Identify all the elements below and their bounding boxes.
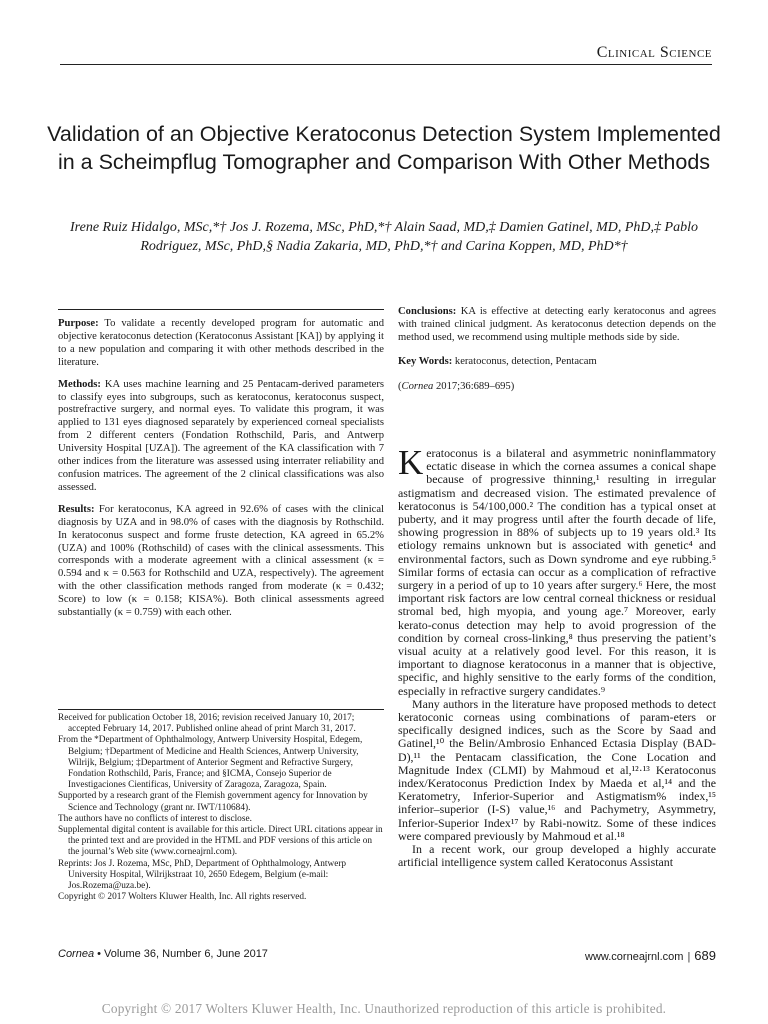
body-paragraph-1-text: eratoconus is a bilateral and asymmetric noninflammatory ectatic disease in which the cornea assumes a conical shape because of progressive thinning,¹ resulting in irregular astigmatism and decreased vision. The estimated prevalence of keratoconus is 54/100,000.² The condition has a typical onset at puberty, and it may progress until after the fourth decade of life, showing progression in 88% of subjects up to 19 years old.³ Its etiology remains unknown but is associated with genetic⁴ and environmental factors, such as Down syndrome and eye rubbing.⁵ Similar forms of ectasia can occur as a complication of refractive surgery in a period of up to 10 years after surgery.⁶ Here, the most important risk factors are low central corneal thickness or residual stromal bed, high myopia, and young age.⁷ Moreover, early kerato-conus detection may help to avoid progression of the condition by corneal cross-linking,⁸ thus preserving the patient’s visual acuity at a relatively good level. For this reason, it is important to diagnose keratoconus in a manner that is objective, specific, and highly sensitive to the early forms of the condition, especially in refractive surgery candidates.⁹ (398, 446, 716, 698)
footnote-received: Received for publication October 18, 2016; revision received January 10, 2017; accepted February 14, 2017. Published online ahead of print March 31, 2017. (58, 713, 356, 735)
keywords (398, 355, 716, 368)
abstract-conclusions (398, 306, 716, 345)
body-paragraph-3: In a recent work, our group developed a highly accurate artificial intelligence system called Keratoconus Assistant (398, 842, 716, 870)
footer-right (585, 948, 716, 963)
section-heading: Clinical Science (596, 44, 712, 61)
body-paragraph-2: Many authors in the literature have proposed methods to detect keratoconic corneas using combinations of param-eters or specifically designed indices, such as the Score by Saad and Gatinel,¹⁰ the Belin/Ambrosio Enhanced Ectasia Display (BAD-D),¹¹ the Pentacam classification, the Cone Location and Magnitude Index (CLMI) by Mahmoud et al,¹²·¹³ Keratoconus index/Keratoconus Prediction Index by Maeda et al,¹⁴ and the Keratometry, Inferior-Superior and Astigmatism% index,¹⁵ inferior–superior (I-S) value,¹⁶ and Pachymetry, Asymmetry, Inferior-Superior Index¹⁷ by Rabi-nowitz. Some of these indices were compared previously by Mahmoud et al.¹⁸ (398, 696, 716, 843)
header-rule (60, 64, 712, 65)
copyright-notice: Copyright © 2017 Wolters Kluwer Health, Inc. Unauthorized reproduction of this article is prohibited. (101, 1001, 667, 1016)
body-text (398, 443, 716, 870)
footnote-reprints: Reprints: Jos J. Rozema, MSc, PhD, Department of Ophthalmology, Antwerp University Hospital, Wilrijkstraat 10, 2650 Edegem, Belgium (e-mail: Jos.Rozema@uza.be). (58, 858, 347, 892)
conclusions-label: Conclusions: (398, 306, 457, 317)
footnote-affiliations: From the *Department of Ophthalmology, Antwerp University Hospital, Edegem, Belgium; †Department of Medicine and Health Sciences, Antwerp University, Wilrijk, Belgium; ‡Department of Anterior Segment and Refractive Surgery, Fondation Rothschild, Paris, France; and §ICMA, Consejo Superior de Investigaciones Cientificas, University of Zaragoza, Zaragoza, Spain. (58, 735, 363, 791)
footnote-supplemental: Supplemental digital content is available for this article. Direct URL citations appear in the printed text and are provided in the HTML and PDF versions of this article on the journal’s Web site (www.corneajrnl.com). (58, 825, 383, 858)
purpose-text: To validate a recently developed program for automatic and objective keratoconus detection (Keratoconus Assistant [KA]) by applying it to a new population and comparing it with other methods described in the literature. (58, 318, 384, 368)
methods-label: Methods: (58, 378, 101, 390)
page-number: 689 (694, 948, 716, 963)
footer-journal: Cornea (58, 948, 95, 960)
results-label: Results: (58, 503, 95, 515)
keywords-label: Key Words: (398, 355, 453, 367)
abstract-purpose (58, 318, 384, 370)
citation-open: ( (398, 380, 402, 392)
citation-details: 2017;36:689–695) (435, 380, 515, 392)
article-title: Validation of an Objective Keratoconus Detection System Implemented in a Scheimpflug Tomographer and Comparison With Other Methods (47, 122, 721, 174)
citation (398, 380, 716, 393)
author-list: Irene Ruiz Hidalgo, MSc,*† Jos J. Rozema, MSc, PhD,*† Alain Saad, MD,‡ Damien Gatinel, MD, PhD,‡ Pablo Rodriguez, MSc, PhD,§ Nadia Zakaria, MD, PhD,*† and Carina Koppen, MD, PhD*† (70, 220, 698, 254)
citation-journal: Cornea (401, 380, 434, 392)
methods-text: KA uses machine learning and 25 Pentacam-derived parameters to classify eyes into subgroups, such as keratoconus, keratoconus suspect, postrefractive surgery, and normal eyes. To validate this program, it was applied to 131 eyes diagnosed separately by experienced corneal specialists from 2 different centers (Fondation Rothschild, Paris, and Antwerp University Hospital [UZA]). The agreement of the KA classification with 7 other indices from the literature was assessed using interrater reliability and confusion matrices. The agreement of the 2 clinical classifications was also assessed. (58, 378, 385, 493)
conclusions-text: KA is effective at detecting early keratoconus and agrees with trained clinical judgment. As keratoconus detection depends on the method used, we recommend using multiple methods side by side. (398, 306, 716, 343)
footnote-conflicts: The authors have no conflicts of interest to disclose. (58, 813, 252, 824)
results-text: For keratoconus, KA agreed in 92.6% of cases with the clinical diagnosis by UZA and in 98.0% of cases with the diagnosis by Rothschild. In keratoconus suspect and forme fruste detection, KA agreed in 65.2% (UZA) and 100% (Rothschild) of cases with the clinical assessments. This corresponds with a moderate agreement with a clinical assessment (κ = 0.594 and κ = 0.563 for Rothschild and UZA, respectively). The agreement with the other classification methods ranged from moderate (κ = 0.432; Score) to low (κ = 0.158; KISA%). Both clinical assessments agreed substantially (κ = 0.759) with each other. (58, 503, 384, 619)
footer-url: www.corneajrnl.com (585, 951, 684, 963)
drop-cap: K (398, 443, 424, 482)
footnote-copyright: Copyright © 2017 Wolters Kluwer Health, Inc. All rights reserved. (58, 892, 307, 903)
footer-journal-info (58, 948, 268, 960)
abstract-results (58, 504, 384, 620)
footer-issue: • Volume 36, Number 6, June 2017 (94, 948, 268, 960)
abstract-methods (58, 379, 384, 495)
body-paragraph-1 (398, 443, 716, 698)
abstract-rule (58, 309, 384, 310)
footer-separator: | (687, 951, 691, 963)
footnote-funding: Supported by a research grant of the Flemish government agency for Innovation by Science and Technology (grant nr. IWT/110684). (58, 791, 368, 813)
abstract-right-column (398, 306, 716, 393)
footnotes (58, 709, 384, 903)
purpose-label: Purpose: (58, 318, 99, 329)
keywords-text: keratoconus, detection, Pentacam (454, 355, 597, 367)
abstract-left-column (58, 318, 384, 629)
